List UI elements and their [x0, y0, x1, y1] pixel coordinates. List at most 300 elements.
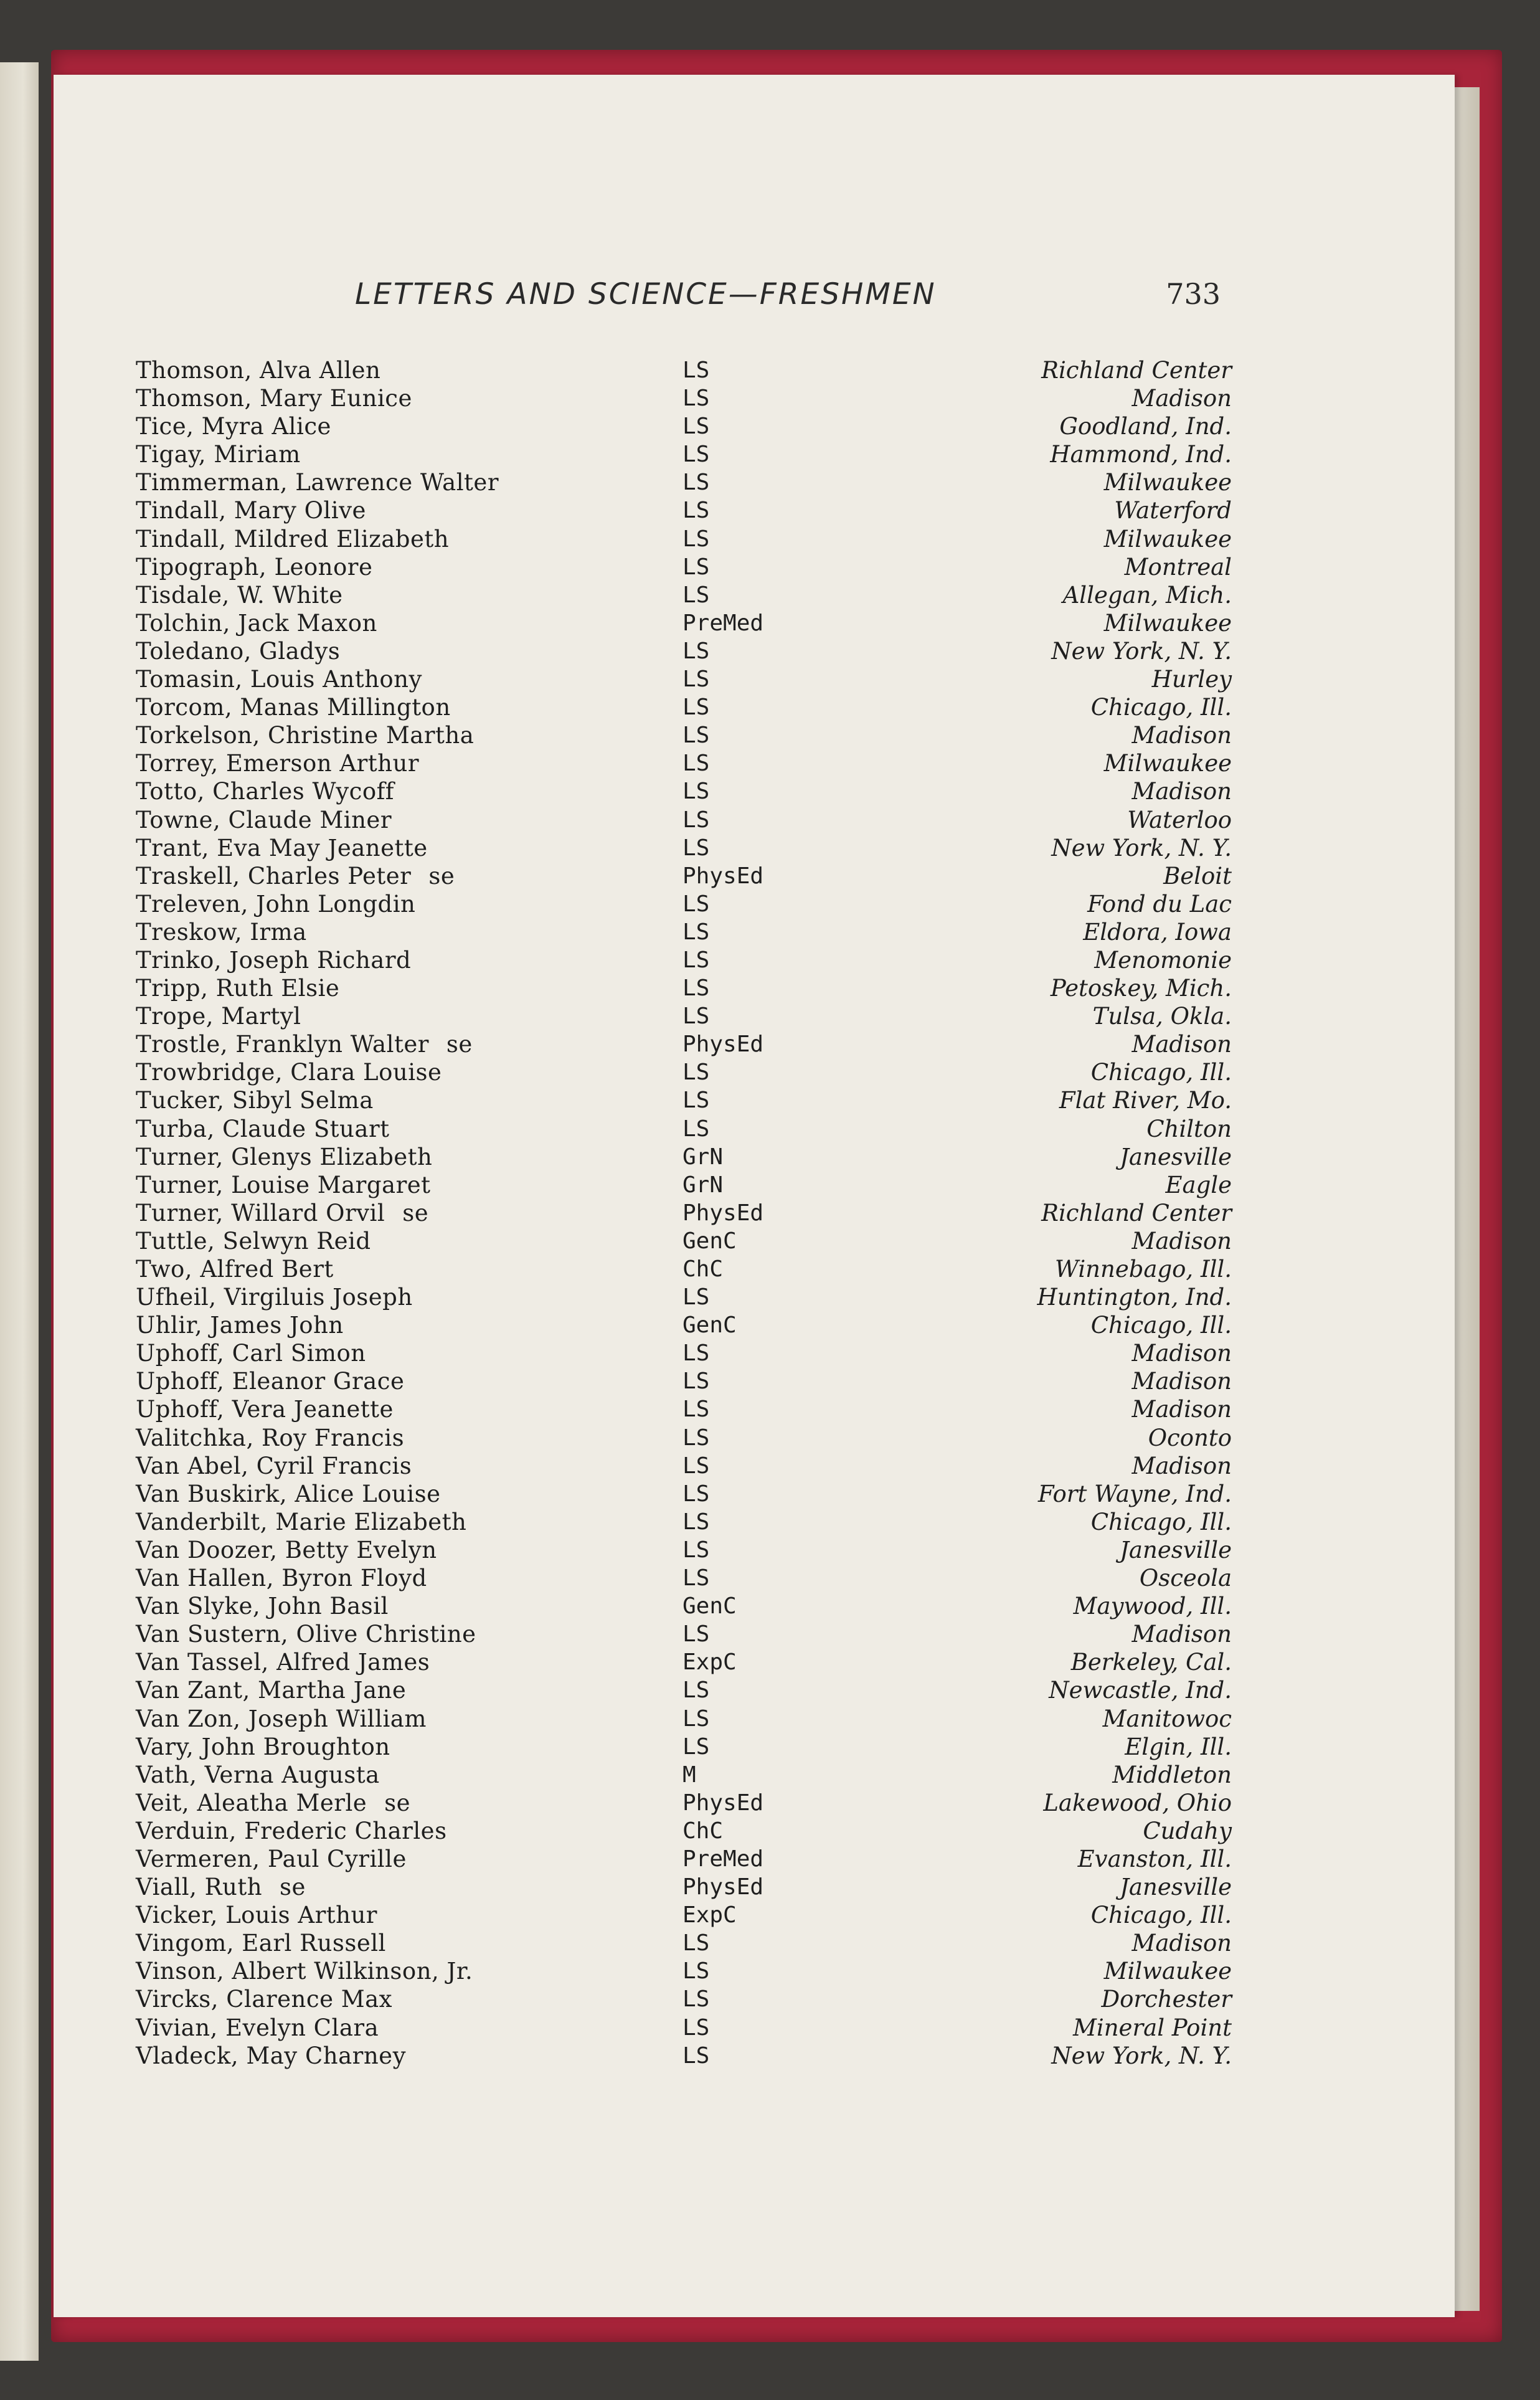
student-hometown: Fort Wayne, Ind. — [1037, 1480, 1232, 1507]
student-name — [136, 2014, 379, 2042]
student-course: LS — [683, 1003, 710, 1030]
student-row — [136, 1143, 1232, 1171]
student-course: LS — [683, 358, 710, 383]
student-hometown: Huntington, Ind. — [1037, 1284, 1232, 1311]
student-row — [136, 440, 1232, 468]
student-name-text: Vircks, Clarence Max — [136, 1986, 393, 2013]
student-row — [136, 553, 1232, 581]
student-course: LS — [683, 695, 710, 721]
student-course: ChC — [683, 1256, 724, 1282]
student-name — [136, 525, 449, 553]
student-name-text: Trostle, Franklyn Walter — [136, 1031, 429, 1058]
student-row — [136, 1676, 1232, 1704]
student-name — [136, 974, 339, 1002]
student-course: LS — [683, 638, 710, 664]
student-name-text: Trinko, Joseph Richard — [136, 946, 412, 974]
student-hometown: Hammond, Ind. — [1050, 441, 1232, 468]
student-row — [136, 525, 1232, 553]
student-course: LS — [683, 1425, 710, 1451]
student-course: LS — [683, 1453, 710, 1479]
student-name-text: Tomasin, Louis Anthony — [136, 666, 422, 693]
student-row — [136, 1452, 1232, 1480]
student-row — [136, 1395, 1232, 1423]
student-hometown: Waterford — [1114, 497, 1232, 524]
student-course: LS — [683, 1677, 710, 1704]
student-name-text: Vladeck, May Charney — [136, 2042, 406, 2069]
student-name-text: Van Tassel, Alfred James — [136, 1649, 430, 1676]
student-name — [136, 1199, 428, 1227]
student-name-text: Trowbridge, Clara Louise — [136, 1059, 442, 1086]
student-course: PreMed — [683, 1846, 764, 1872]
student-name-text: Van Zon, Joseph William — [136, 1705, 427, 1732]
student-hometown: Maywood, Ill. — [1073, 1593, 1232, 1620]
student-course: LS — [683, 1734, 710, 1760]
student-name — [136, 749, 419, 777]
student-row — [136, 834, 1232, 862]
student-course: GrN — [683, 1144, 724, 1170]
student-name-text: Tipograph, Leonore — [136, 553, 373, 581]
student-row — [136, 1508, 1232, 1536]
student-row — [136, 1564, 1232, 1592]
student-hometown: Oconto — [1148, 1424, 1232, 1451]
student-row — [136, 1115, 1232, 1143]
student-course: LS — [683, 1340, 710, 1367]
student-name — [136, 1508, 466, 1536]
student-hometown: Madison — [1131, 778, 1232, 805]
student-name-text: Tucker, Sibyl Selma — [136, 1087, 374, 1114]
student-name — [136, 1058, 442, 1086]
student-name — [136, 1002, 301, 1030]
student-hometown: New York, N. Y. — [1051, 637, 1232, 665]
student-course: LS — [683, 498, 710, 524]
student-hometown: Madison — [1131, 1340, 1232, 1367]
student-name — [136, 468, 499, 496]
student-course: PhysEd — [683, 1790, 764, 1816]
student-row — [136, 1761, 1232, 1789]
student-name-text: Van Zant, Martha Jane — [136, 1677, 407, 1704]
student-name-text: Tindall, Mary Olive — [136, 497, 366, 524]
student-hometown: Manitowoc — [1102, 1705, 1232, 1732]
student-name-text: Timmerman, Lawrence Walter — [136, 469, 499, 496]
student-row — [136, 1648, 1232, 1676]
student-name-text: Two, Alfred Bert — [136, 1256, 334, 1283]
student-row — [136, 1733, 1232, 1761]
student-row — [136, 1002, 1232, 1030]
student-name-text: Van Abel, Cyril Francis — [136, 1452, 412, 1479]
student-row — [136, 1227, 1232, 1255]
student-row — [136, 1424, 1232, 1452]
student-course: GenC — [683, 1228, 737, 1254]
student-name — [136, 412, 331, 440]
student-hometown: Berkeley, Cal. — [1070, 1649, 1232, 1676]
student-name — [136, 609, 377, 637]
student-hometown: Madison — [1131, 1452, 1232, 1479]
student-row — [136, 1367, 1232, 1395]
student-row — [136, 1255, 1232, 1283]
student-name-text: Vicker, Louis Arthur — [136, 1902, 377, 1929]
student-course: ExpC — [683, 1902, 737, 1928]
student-name — [136, 1283, 413, 1311]
student-course: LS — [683, 1284, 710, 1311]
student-name-text: Tripp, Ruth Elsie — [136, 975, 340, 1002]
student-name — [136, 1564, 427, 1592]
student-name — [136, 1339, 366, 1367]
student-course: LS — [683, 582, 710, 608]
student-name-text: Thomson, Alva Allen — [136, 357, 381, 384]
student-course: LS — [683, 891, 710, 917]
student-name — [136, 721, 474, 749]
student-hometown: Osceola — [1139, 1565, 1232, 1592]
student-name — [136, 834, 428, 862]
student-row — [136, 1592, 1232, 1620]
student-name — [136, 1311, 344, 1339]
student-course: LS — [683, 1565, 710, 1591]
student-name-text: Treleven, John Longdin — [136, 890, 416, 918]
student-hometown: Cudahy — [1143, 1817, 1232, 1844]
student-hometown: Milwaukee — [1103, 609, 1232, 637]
student-course: PreMed — [683, 610, 764, 636]
student-row — [136, 1817, 1232, 1845]
student-name-text: Thomson, Mary Eunice — [136, 385, 412, 412]
student-list — [136, 356, 1232, 2070]
student-course: PhysEd — [683, 863, 764, 889]
student-name-text: Vivian, Evelyn Clara — [136, 2014, 379, 2041]
student-name — [136, 440, 301, 468]
student-hometown: Allegan, Mich. — [1062, 581, 1232, 609]
student-course: LS — [683, 779, 710, 805]
student-course: PhysEd — [683, 1032, 764, 1058]
student-name — [136, 1789, 410, 1817]
student-name-text: Viall, Ruth — [136, 1874, 263, 1901]
student-course: PhysEd — [683, 1874, 764, 1900]
student-name-text: Uphoff, Eleanor Grace — [136, 1368, 405, 1395]
student-class: se — [402, 1199, 429, 1226]
student-name-text: Veit, Aleatha Merle — [136, 1789, 367, 1816]
student-name-text: Verduin, Frederic Charles — [136, 1817, 447, 1844]
student-name-text: Torcom, Manas Millington — [136, 694, 451, 721]
student-course: LS — [683, 919, 710, 945]
student-row — [136, 1873, 1232, 1901]
student-course: LS — [683, 2042, 710, 2069]
student-class: se — [280, 1874, 306, 1901]
student-name-text: Turner, Louise Margaret — [136, 1171, 431, 1198]
student-name-text: Van Slyke, John Basil — [136, 1593, 389, 1620]
student-course: LS — [683, 1397, 710, 1423]
student-name-text: Vanderbilt, Marie Elizabeth — [136, 1508, 467, 1535]
student-hometown: Milwaukee — [1103, 469, 1232, 496]
student-name — [136, 1480, 441, 1508]
student-row — [136, 665, 1232, 693]
student-row — [136, 777, 1232, 805]
student-row — [136, 862, 1232, 890]
student-name — [136, 553, 372, 581]
student-name-text: Van Doozer, Betty Evelyn — [136, 1536, 437, 1563]
student-course: LS — [683, 526, 710, 552]
student-name — [136, 1733, 390, 1761]
student-course: LS — [683, 1116, 710, 1142]
student-name — [136, 1929, 386, 1957]
student-course: LS — [683, 1088, 710, 1114]
student-hometown: Madison — [1131, 1930, 1232, 1957]
student-row — [136, 1311, 1232, 1339]
student-course: LS — [683, 1060, 710, 1086]
student-row — [136, 581, 1232, 609]
student-name-text: Towne, Claude Miner — [136, 806, 392, 833]
student-name — [136, 1985, 392, 2013]
student-hometown: Middleton — [1112, 1761, 1232, 1788]
student-row — [136, 1957, 1232, 1985]
student-name-text: Turba, Claude Stuart — [136, 1115, 390, 1142]
student-name-text: Vary, John Broughton — [136, 1733, 390, 1760]
student-row — [136, 1199, 1232, 1227]
student-name-text: Traskell, Charles Peter — [136, 862, 412, 889]
student-hometown: Chicago, Ill. — [1090, 1902, 1232, 1929]
student-row — [136, 918, 1232, 946]
student-name — [136, 1395, 394, 1423]
student-name-text: Ufheil, Virgiluis Joseph — [136, 1284, 413, 1311]
student-hometown: Hurley — [1151, 666, 1232, 693]
student-name-text: Tigay, Miriam — [136, 441, 301, 468]
student-name-text: Vingom, Earl Russell — [136, 1930, 386, 1957]
facing-page-edge — [0, 62, 39, 2361]
student-name — [136, 384, 412, 412]
student-row — [136, 1845, 1232, 1873]
student-name — [136, 496, 366, 524]
student-course: LS — [683, 975, 710, 1002]
student-hometown: Goodland, Ind. — [1059, 413, 1232, 440]
student-name-text: Tuttle, Selwyn Reid — [136, 1227, 371, 1255]
student-name — [136, 356, 380, 384]
student-name — [136, 1817, 447, 1845]
student-hometown: Fond du Lac — [1087, 890, 1232, 918]
student-class: se — [428, 862, 455, 889]
student-row — [136, 721, 1232, 749]
student-hometown: Menomonie — [1094, 946, 1232, 974]
student-hometown: Tulsa, Okla. — [1092, 1003, 1232, 1030]
student-name — [136, 1592, 389, 1620]
student-row — [136, 1480, 1232, 1508]
student-hometown: Waterloo — [1127, 806, 1232, 833]
student-name — [136, 1676, 406, 1704]
page-number: 733 — [1166, 277, 1221, 311]
student-name — [136, 890, 415, 918]
student-name — [136, 1536, 437, 1564]
student-row — [136, 468, 1232, 496]
student-hometown: Janesville — [1120, 1143, 1232, 1170]
student-name — [136, 918, 307, 946]
student-name-text: Valitchka, Roy Francis — [136, 1424, 405, 1451]
student-name — [136, 1648, 430, 1676]
student-name — [136, 1620, 476, 1648]
student-name-text: Van Sustern, Olive Christine — [136, 1621, 476, 1648]
student-name-text: Uphoff, Vera Jeanette — [136, 1396, 394, 1423]
student-name-text: Tolchin, Jack Maxon — [136, 609, 377, 637]
student-hometown: Milwaukee — [1103, 1958, 1232, 1985]
student-hometown: Chilton — [1146, 1115, 1232, 1142]
student-name-text: Trant, Eva May Jeanette — [136, 834, 428, 861]
student-name-text: Turner, Glenys Elizabeth — [136, 1143, 433, 1170]
page-header — [355, 277, 1221, 321]
student-row — [136, 637, 1232, 665]
student-row — [136, 1901, 1232, 1929]
student-name-text: Treskow, Irma — [136, 918, 307, 946]
student-row — [136, 2014, 1232, 2042]
student-hometown: Madison — [1131, 722, 1232, 749]
student-name-text: Torkelson, Christine Martha — [136, 722, 475, 749]
student-name — [136, 1086, 374, 1114]
student-name — [136, 637, 340, 665]
student-course: PhysEd — [683, 1200, 764, 1226]
student-row — [136, 496, 1232, 524]
student-course: LS — [683, 835, 710, 861]
student-name-text: Uphoff, Carl Simon — [136, 1340, 366, 1367]
student-hometown: Beloit — [1163, 862, 1232, 889]
student-hometown: Flat River, Mo. — [1059, 1087, 1232, 1114]
student-row — [136, 1086, 1232, 1114]
student-name-text: Tisdale, W. White — [136, 581, 343, 609]
student-row — [136, 356, 1232, 384]
student-row — [136, 1536, 1232, 1564]
student-name — [136, 693, 451, 721]
student-name-text: Vermeren, Paul Cyrille — [136, 1845, 407, 1872]
student-name-text: Tice, Myra Alice — [136, 413, 331, 440]
student-course: LS — [683, 414, 710, 440]
student-hometown: Eldora, Iowa — [1083, 918, 1232, 946]
student-course: LS — [683, 554, 710, 580]
student-name — [136, 2042, 406, 2070]
page-stack-edge — [1455, 87, 1480, 2311]
student-hometown: Madison — [1131, 1227, 1232, 1255]
student-hometown: Madison — [1131, 1368, 1232, 1395]
student-course: LS — [683, 1986, 710, 2013]
student-name — [136, 581, 343, 609]
student-class: se — [384, 1789, 411, 1816]
student-name — [136, 1845, 407, 1873]
student-name — [136, 1367, 404, 1395]
student-hometown: Evanston, Ill. — [1077, 1845, 1232, 1872]
student-name-text: Van Buskirk, Alice Louise — [136, 1480, 441, 1507]
student-hometown: Richland Center — [1041, 357, 1232, 384]
student-name — [136, 946, 411, 974]
student-name-text: Totto, Charles Wycoff — [136, 778, 394, 805]
student-name — [136, 1957, 473, 1985]
student-hometown: Petoskey, Mich. — [1050, 975, 1232, 1002]
student-name — [136, 1030, 473, 1058]
student-hometown: Milwaukee — [1103, 525, 1232, 553]
student-name-text: Vinson, Albert Wilkinson, Jr. — [136, 1958, 473, 1985]
student-name — [136, 1761, 380, 1789]
student-course: LS — [683, 1481, 710, 1507]
running-title: LETTERS AND SCIENCE—FRESHMEN — [355, 277, 937, 311]
student-hometown: New York, N. Y. — [1051, 2042, 1232, 2069]
student-hometown: Madison — [1131, 1031, 1232, 1058]
student-name-text: Trope, Martyl — [136, 1003, 301, 1030]
student-hometown: Newcastle, Ind. — [1049, 1677, 1232, 1704]
student-course: LS — [683, 1621, 710, 1648]
student-row — [136, 946, 1232, 974]
student-hometown: Madison — [1131, 1621, 1232, 1648]
student-name — [136, 777, 394, 805]
student-hometown: Madison — [1131, 385, 1232, 412]
student-name-text: Toledano, Gladys — [136, 637, 341, 665]
student-row — [136, 384, 1232, 412]
student-name — [136, 1901, 377, 1929]
student-row — [136, 2042, 1232, 2070]
student-hometown: Montreal — [1124, 553, 1232, 581]
student-row — [136, 1283, 1232, 1311]
student-name — [136, 1873, 306, 1901]
student-name — [136, 1705, 427, 1733]
student-row — [136, 693, 1232, 721]
student-course: GrN — [683, 1172, 724, 1198]
student-hometown: Janesville — [1120, 1874, 1232, 1901]
student-row — [136, 1058, 1232, 1086]
student-hometown: New York, N. Y. — [1051, 834, 1232, 861]
student-hometown: Elgin, Ill. — [1125, 1733, 1232, 1760]
student-name — [136, 665, 422, 693]
student-course: LS — [683, 442, 710, 468]
student-row — [136, 974, 1232, 1002]
student-row — [136, 1929, 1232, 1957]
student-row — [136, 1985, 1232, 2013]
student-course: LS — [683, 2014, 710, 2041]
student-row — [136, 1789, 1232, 1817]
student-hometown: Chicago, Ill. — [1090, 1312, 1232, 1339]
student-hometown: Mineral Point — [1073, 2014, 1232, 2041]
student-course: GenC — [683, 1593, 737, 1620]
student-hometown: Dorchester — [1101, 1986, 1232, 2013]
student-name-text: Torrey, Emerson Arthur — [136, 750, 420, 777]
student-class: se — [446, 1031, 473, 1058]
student-row — [136, 890, 1232, 918]
student-course: GenC — [683, 1312, 737, 1339]
student-row — [136, 1705, 1232, 1733]
student-course: LS — [683, 1705, 710, 1732]
student-hometown: Winnebago, Ill. — [1054, 1256, 1232, 1283]
student-name — [136, 806, 392, 834]
student-course: LS — [683, 751, 710, 777]
student-hometown: Chicago, Ill. — [1090, 1059, 1232, 1086]
student-course: LS — [683, 386, 710, 412]
student-name-text: Uhlir, James John — [136, 1312, 344, 1339]
student-row — [136, 749, 1232, 777]
student-name — [136, 1424, 404, 1452]
student-name-text: Tindall, Mildred Elizabeth — [136, 525, 450, 553]
student-name — [136, 1143, 432, 1171]
student-row — [136, 1339, 1232, 1367]
student-row — [136, 1620, 1232, 1648]
student-row — [136, 1030, 1232, 1058]
student-course: ChC — [683, 1818, 724, 1844]
student-course: LS — [683, 1368, 710, 1395]
student-row — [136, 609, 1232, 637]
student-hometown: Madison — [1131, 1396, 1232, 1423]
student-course: LS — [683, 723, 710, 749]
student-course: LS — [683, 1509, 710, 1535]
student-name — [136, 1452, 412, 1480]
student-name — [136, 1255, 334, 1283]
student-row — [136, 806, 1232, 834]
student-name-text: Vath, Verna Augusta — [136, 1761, 380, 1788]
student-hometown: Eagle — [1165, 1171, 1232, 1198]
student-hometown: Richland Center — [1041, 1199, 1232, 1226]
student-course: LS — [683, 1930, 710, 1957]
student-name-text: Van Hallen, Byron Floyd — [136, 1565, 427, 1592]
student-hometown: Chicago, Ill. — [1090, 1508, 1232, 1535]
student-hometown: Lakewood, Ohio — [1043, 1789, 1232, 1816]
student-course: LS — [683, 666, 710, 693]
student-course: M — [683, 1762, 696, 1788]
